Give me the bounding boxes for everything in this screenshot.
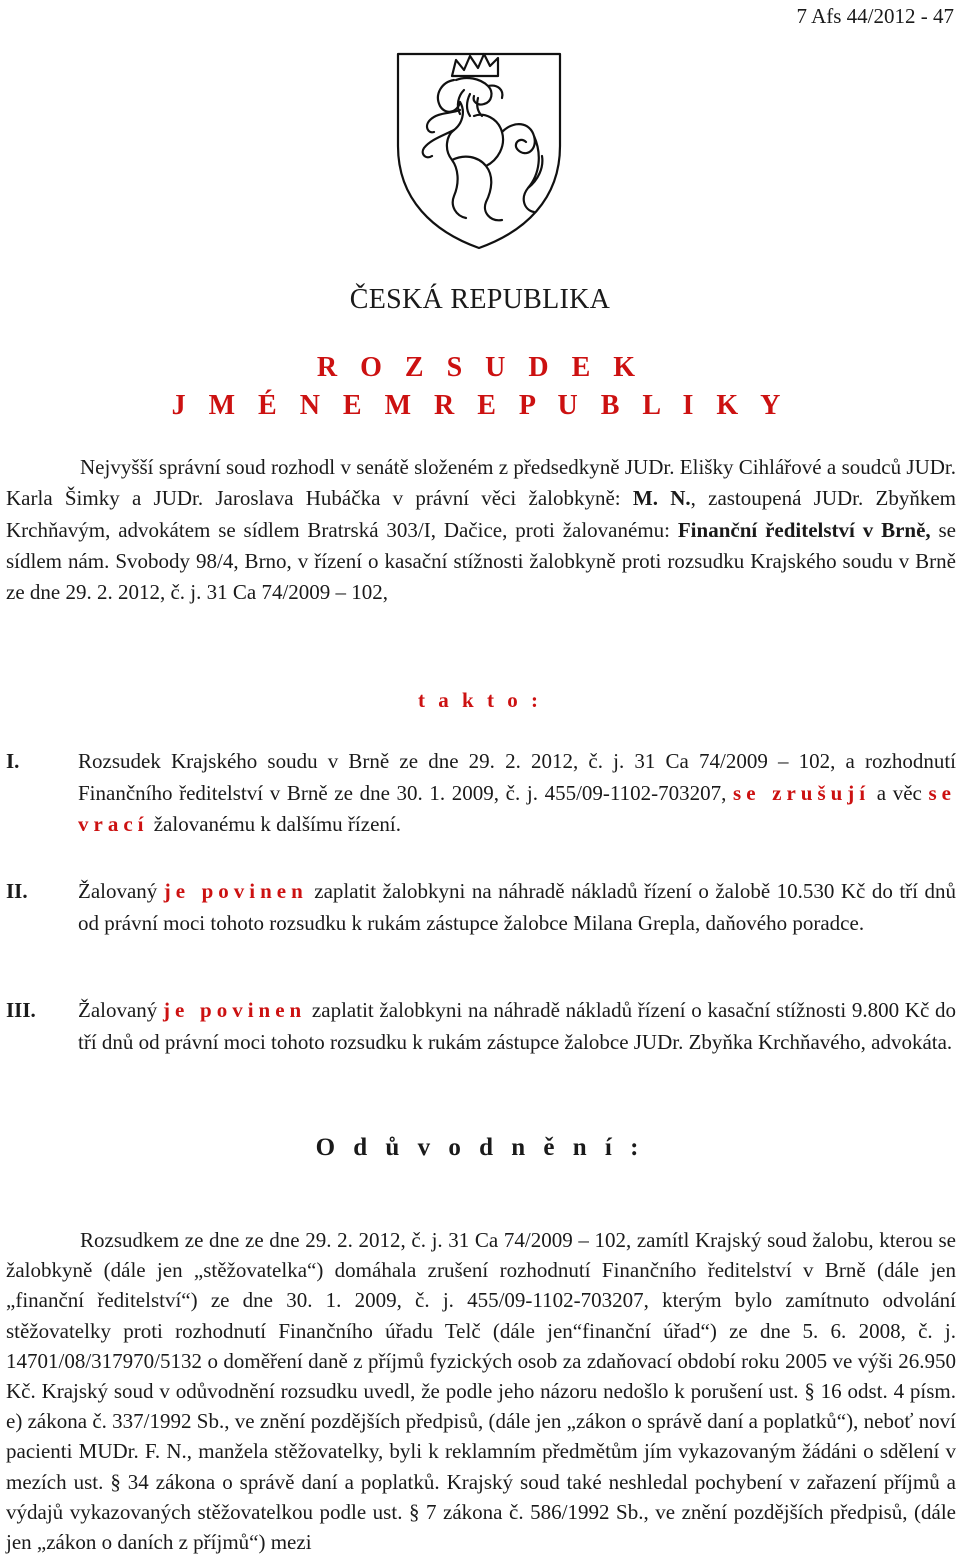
intro-paragraph bbox=[6, 452, 956, 608]
takto-heading: t a k t o : bbox=[418, 688, 542, 712]
verdict-text: a věc bbox=[870, 780, 929, 805]
verdict-keyword: je povinen bbox=[163, 998, 307, 1022]
crown bbox=[452, 54, 498, 76]
verdict-keyword: se zrušují bbox=[733, 780, 871, 805]
verdict-item-3 bbox=[6, 995, 956, 1058]
verdict-text: zaplatit žalobkyni na náhradě nákladů řízení o žalobě 10.530 Kč do tří dnů od právní moci tohoto rozsudku k rukám zástupce žalobce Milana Grepla, daňového poradce. bbox=[78, 879, 956, 935]
verdict-text: žalovanému k dalšímu řízení. bbox=[148, 812, 401, 836]
judgment-subtitle: J M É N E M R E P U B L I K Y bbox=[171, 390, 789, 421]
verdict-keyword: je povinen bbox=[163, 879, 308, 903]
reasons-paragraph bbox=[6, 1225, 956, 1557]
verdict-number: III. bbox=[6, 998, 36, 1022]
lion-body bbox=[438, 80, 503, 220]
reasons-heading: O d ů v o d n ě n í : bbox=[315, 1134, 645, 1161]
intro-text-1: Nejvyšší správní soud rozhodl v senátě složeném z předsedkyně JUDr. Elišky Cihlářové a soudců JUDr. Karla Šimky a JUDr. Jaroslava Hubáčka v právní věci žalobkyně: bbox=[6, 455, 956, 511]
country-name: ČESKÁ REPUBLIKA bbox=[349, 284, 611, 315]
intro-text-2: , zastoupená JUDr. Zbyňkem Krchňavým, advokátem se sídlem Bratrská 303/I, Dačice, proti žalovanému: bbox=[6, 486, 956, 542]
verdict-number: II. bbox=[6, 879, 28, 903]
lion-foreleg bbox=[423, 110, 460, 157]
verdict-keyword: se vrací bbox=[78, 780, 956, 836]
document-reference: 7 Afs 44/2012 - 47 bbox=[796, 4, 954, 28]
defendant-name: Finanční ředitelství v Brně, bbox=[677, 517, 931, 542]
reasons-text: Rozsudkem ze dne ze dne 29. 2. 2012, č. j. 31 Ca 74/2009 – 102, zamítl Krajský soud žalobu, kterou se žalobkyně (dále jen „stěžovatelka“) domáhala zrušení rozhodnutí Finančního ředitelství v Brně (dále jen „finanční ředitelství“) ze dne 30. 1. 2009, č. j. 455/09-1102-703207, kterým bylo zamítnuto odvolání stěžovatelky proti rozhodnutí Finančního úřadu Telč (dále jen“finanční úřad“) ze dne 5. 6. 2008, č. j. 14701/08/317970/5132 o doměření daně z příjmů fyzických osob za zdaňovací období roku 2005 ve výši 26.950 Kč. Krajský soud v odůvodnění rozsudku uvedl, že podle jeho názoru nedošlo k porušení ust. § 16 odst. 4 písm. e) zákona č. 337/1992 Sb., ve znění pozdějších předpisů, (dále jen „zákon o správě daní a poplatků“), neboť noví pacienti MUDr. F. N., manžela stěžovatelky, byli k reklamním předmětům jím vykazovaným žádáni o sdělení v mezích ust. § 34 zákona o správě daní a poplatků. Krajský soud také neshledal pochybení v zařazení příjmů a výdajů vykazovaných stěžovatelkou podle ust. § 7 zákona č. 586/1992 Sb., ve znění pozdějších předpisů, (dále jen „zákon o daních z příjmů“) mezi bbox=[6, 1228, 956, 1555]
verdict-text: zaplatit žalobkyni na náhradě nákladů řízení o kasační stížnosti 9.800 Kč do tří dnů od právní moci tohoto rozsudku k rukám zástupce žalobce JUDr. Zbyňka Krchňavého, advokáta. bbox=[78, 998, 956, 1054]
lion-tail bbox=[502, 124, 542, 212]
verdict-text: Žalovaný bbox=[78, 879, 164, 903]
state-emblem-icon bbox=[394, 50, 564, 252]
plaintiff-name: M. N. bbox=[632, 486, 691, 511]
verdict-text: Žalovaný bbox=[78, 998, 164, 1022]
verdict-number: I. bbox=[6, 749, 20, 773]
verdict-item-1 bbox=[6, 746, 956, 841]
judgment-title: R O Z S U D E K bbox=[316, 352, 644, 383]
verdict-item-2 bbox=[6, 876, 956, 939]
intro-text-3: se sídlem nám. Svobody 98/4, Brno, v řízení o kasační stížnosti žalobkyně proti rozsudku Krajského soudu v Brně ze dne 29. 2. 2012, č. j. 31 Ca 74/2009 – 102, bbox=[6, 517, 956, 605]
verdict-text: Rozsudek Krajského soudu v Brně ze dne 29. 2. 2012, č. j. 31 Ca 74/2009 – 102, a rozhodnutí Finančního ředitelství v Brně ze dne 30. 1. 2009, č. j. 455/09-1102-703207, bbox=[78, 749, 956, 805]
